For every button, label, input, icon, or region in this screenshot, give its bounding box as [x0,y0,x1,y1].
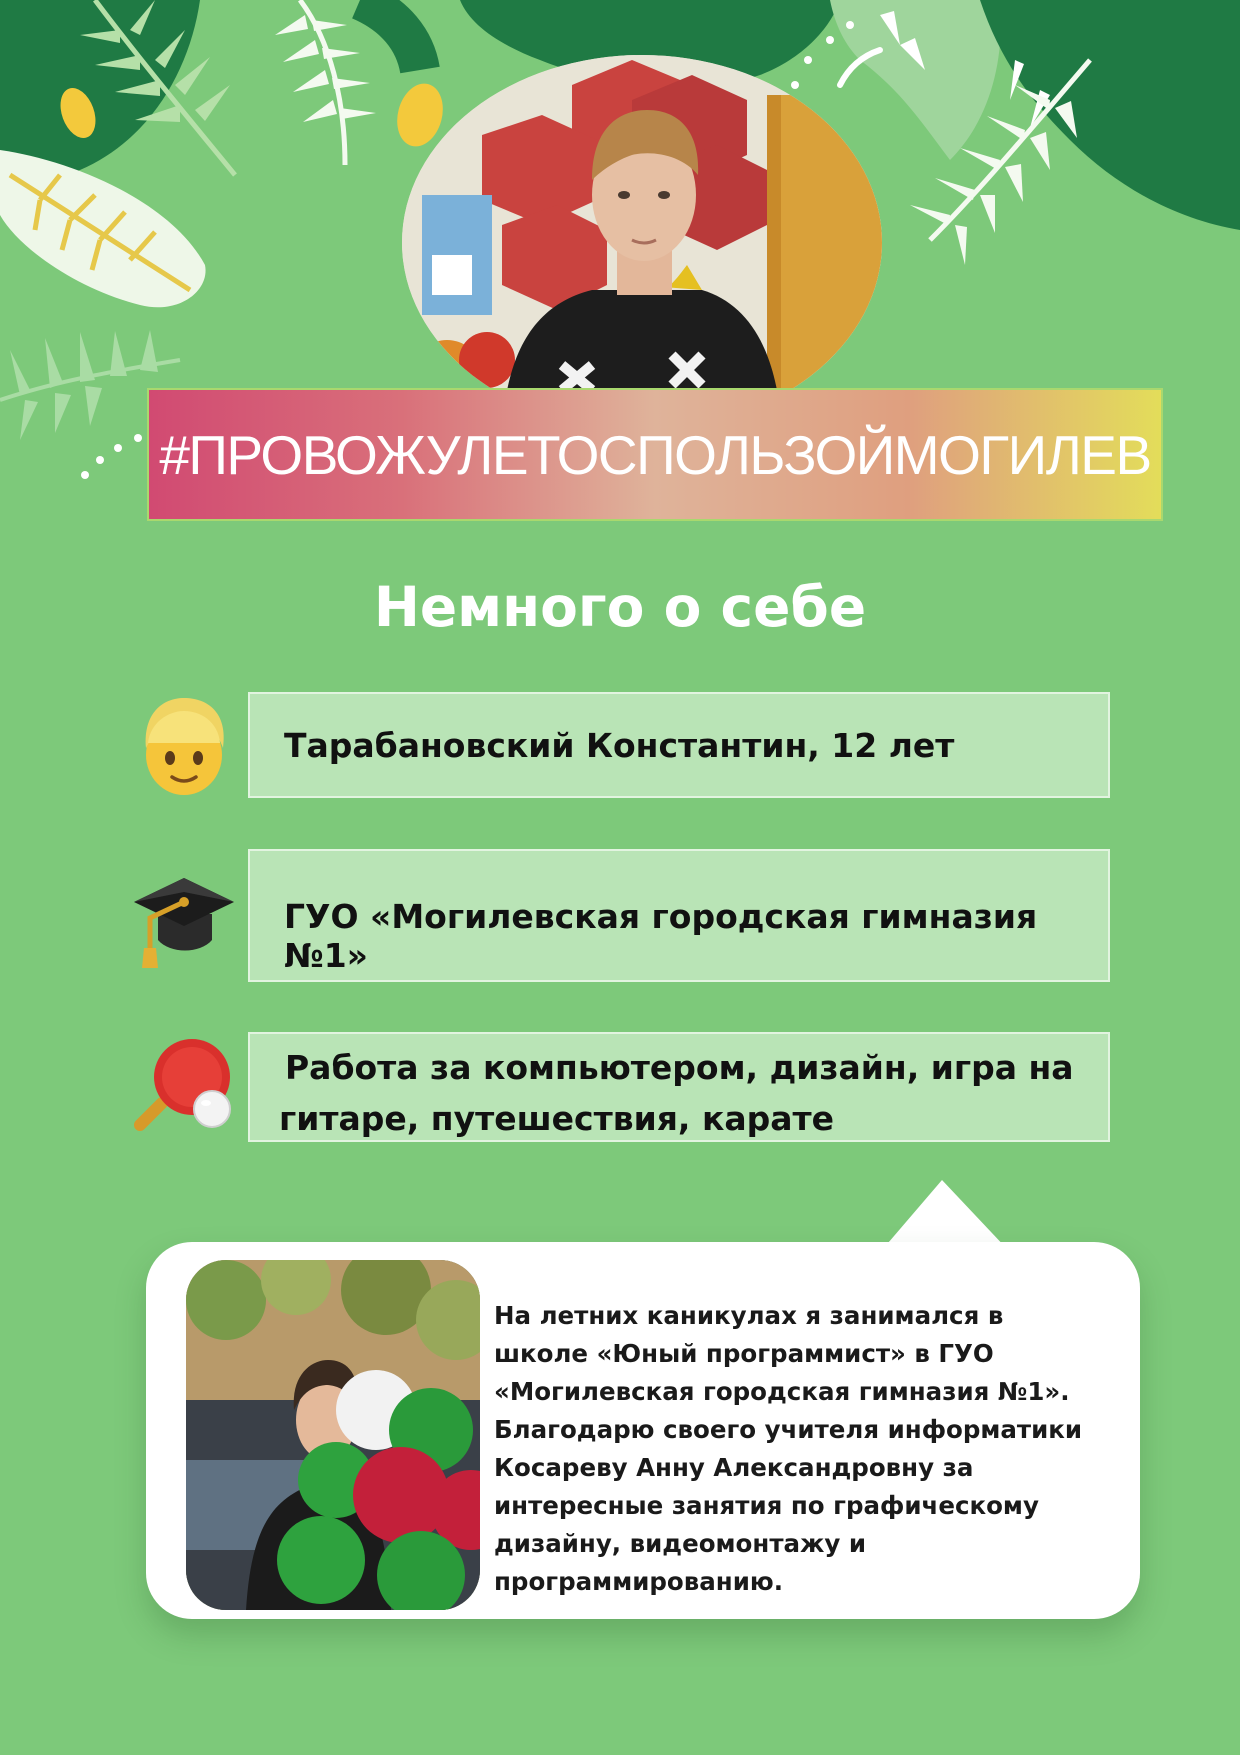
school-text: ГУО «Могилевская городская гимназия №1» [284,897,1038,975]
testimonial-text: На летних каникулах я занимался в школе «Юный программист» в ГУО «Могилевская городская гимназия №1». Благодарю своего учителя информатики Косареву Анну Александровну за интересные занятия по графическому дизайну, видеомонтажу и программированию. [494,1301,1083,1596]
student-photo [402,55,882,430]
info-hobbies [248,1032,1110,1142]
person-emoji-icon [138,693,230,801]
graduation-cap-icon [130,862,238,974]
hashtag-banner [147,388,1163,521]
info-school [248,849,1110,982]
hobbies-line-1: Работа за компьютером, дизайн, игра на [285,1048,1074,1087]
hashtag-text: #ПРОВОЖУЛЕТОСПОЛЬЗОЙМОГИЛЕВ [159,423,1151,486]
bubble-tail [882,1180,1008,1250]
name-age-text: Тарабановский Константин, 12 лет [284,726,955,765]
info-name-age [248,692,1110,798]
teacher-photo [186,1260,480,1610]
hobbies-line-2: гитаре, путешествия, карате [279,1099,835,1138]
section-title [0,575,1240,639]
section-title-text: Немного о себе [373,575,867,639]
ping-pong-icon [130,1037,242,1141]
